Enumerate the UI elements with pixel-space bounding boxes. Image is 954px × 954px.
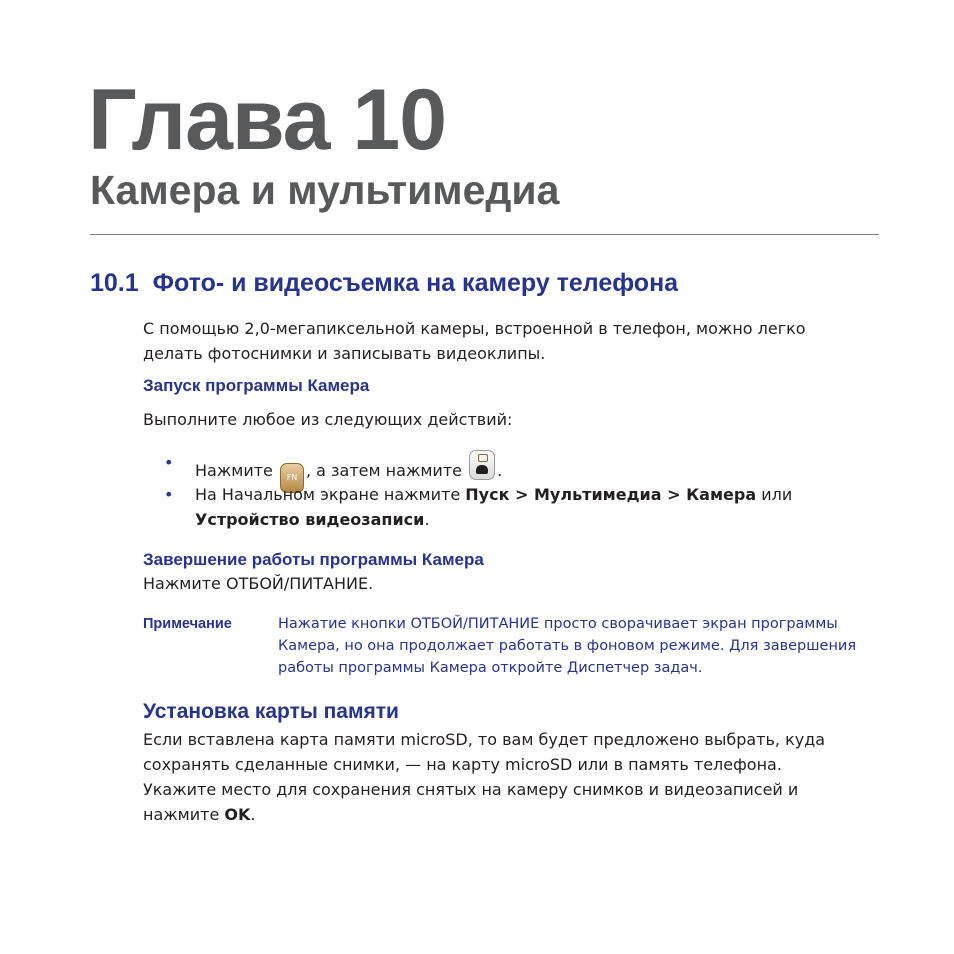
camera-key-icon [469, 450, 495, 480]
section-heading [90, 266, 678, 300]
divider [90, 234, 879, 235]
bullet-2-text-after: . [424, 510, 430, 529]
memory-line-4-end: . [250, 805, 256, 824]
bullet-2-text-before: На Начальном экране нажмите [195, 485, 466, 504]
bullet-item-2-line-2 [195, 507, 429, 532]
note-line-1: Нажатие кнопки ОТБОЙ/ПИТАНИЕ просто сворачивает экран программы [278, 616, 838, 632]
intro-line-1: С помощью 2,0-мегапиксельной камеры, встроенной в телефон, можно легко [143, 319, 806, 338]
note-line-2: Камера, но она продолжает работать в фоновом режиме. Для завершения [278, 638, 857, 654]
memory-line-4-text: нажмите [143, 805, 225, 824]
bullet-mark: • [164, 485, 174, 504]
bullet-1-text-middle: , а затем нажмите [305, 461, 462, 480]
section-number: 10.1 [90, 269, 139, 297]
note-line-3: работы программы Камера откройте Диспетчер задач. [278, 660, 703, 676]
exit-text: Нажмите ОТБОЙ/ПИТАНИЕ. [143, 574, 374, 593]
bullet-1-text-before: Нажмите [195, 461, 273, 480]
memory-line-1: Если вставлена карта памяти microSD, то вам будет предложено выбрать, куда [143, 730, 826, 749]
launch-heading: Запуск программы Камера [143, 376, 370, 395]
bullet-2-video-recorder: Устройство видеозаписи [195, 510, 425, 529]
chapter-number: Глава 10 [88, 72, 447, 168]
bullet-2-menu-path: Пуск > Мультимедиа > Камера [465, 485, 757, 504]
exit-heading: Завершение работы программы Камера [143, 550, 484, 569]
bullet-item-2-line-1 [195, 482, 792, 507]
launch-lead: Выполните любое из следующих действий: [143, 410, 513, 429]
bullet-2-text-middle: или [756, 485, 793, 504]
note-label: Примечание [143, 616, 232, 632]
chapter-title: Камера и мультимедиа [90, 167, 560, 213]
section-title: Фото- и видеосъемка на камеру телефона [152, 269, 679, 297]
intro-line-2: делать фотоснимки и записывать видеоклипы. [143, 344, 546, 363]
memory-line-4 [143, 802, 256, 827]
fn-key-icon: FN [280, 463, 304, 493]
bullet-mark: • [164, 453, 174, 472]
memory-line-2: сохранять сделанные снимки, — на карту microSD или в память телефона. [143, 755, 782, 774]
bullet-1-text-after: . [497, 461, 503, 480]
memory-heading: Установка карты памяти [143, 700, 399, 723]
memory-line-3: Укажите место для сохранения снятых на камеру снимков и видеозаписей и [143, 780, 799, 799]
ok-key-label: OK [224, 805, 251, 824]
